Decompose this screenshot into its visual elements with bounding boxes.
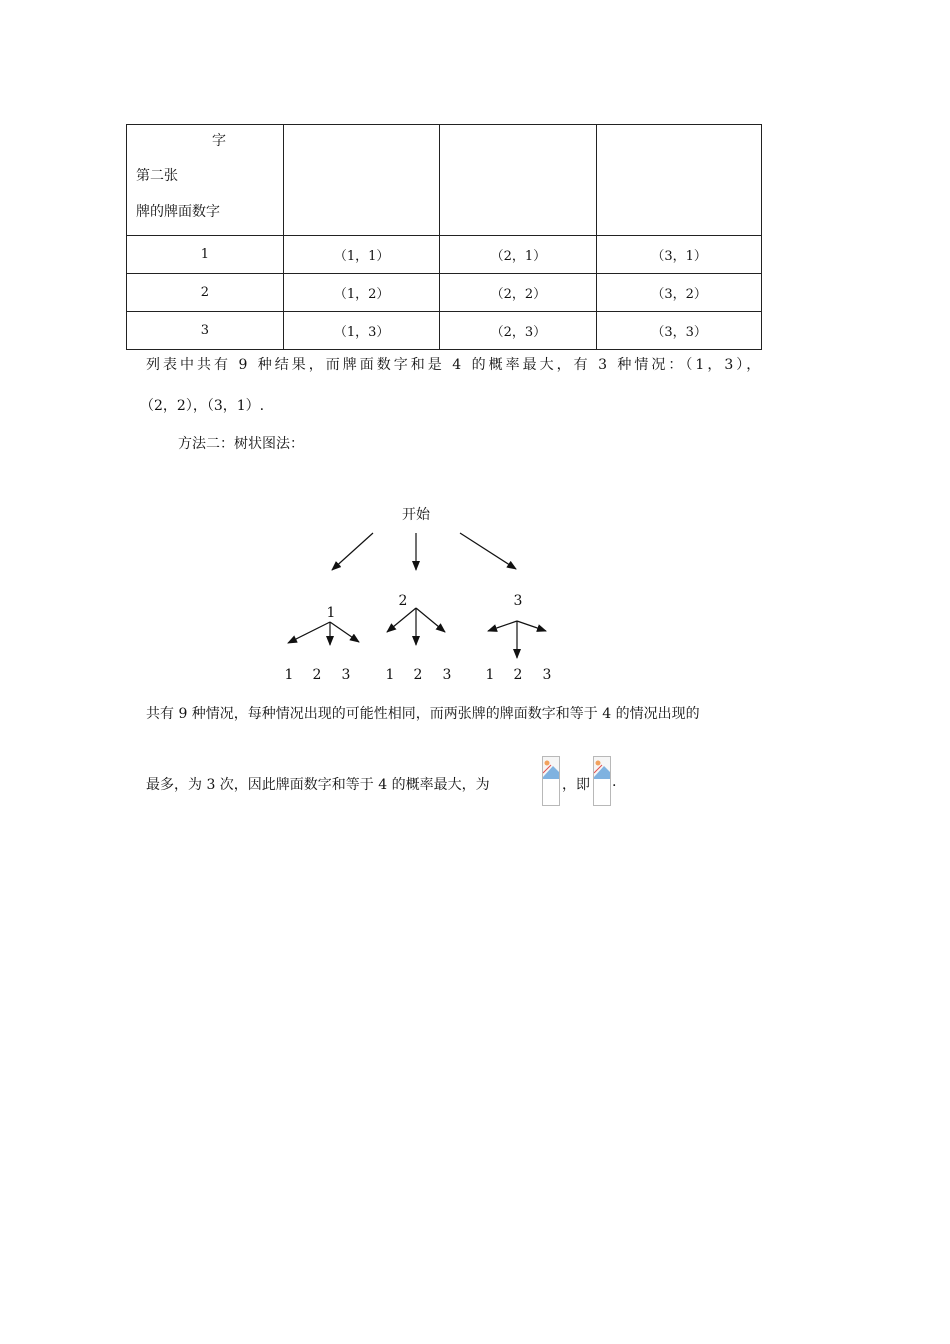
table-corner-header bbox=[127, 125, 284, 236]
row-label: 2 bbox=[127, 274, 284, 312]
picture-icon bbox=[543, 757, 560, 779]
tree-level1-label: 2 bbox=[398, 593, 408, 609]
tree-branch bbox=[488, 621, 517, 631]
table-cell: （3，3） bbox=[597, 312, 762, 350]
broken-image-icon bbox=[542, 756, 560, 806]
tree-root-branch bbox=[460, 533, 516, 569]
broken-image-icon bbox=[593, 756, 611, 806]
tree-branch bbox=[288, 622, 330, 643]
table-row bbox=[127, 236, 762, 274]
tree-leaf-label: 3 bbox=[542, 667, 552, 683]
conclusion-line2-part2: ，即 bbox=[562, 777, 590, 793]
tree-leaf-label: 2 bbox=[513, 667, 523, 683]
tree-leaf-label: 1 bbox=[284, 667, 294, 683]
table-cell: （3，1） bbox=[597, 236, 762, 274]
table-cell: （1，2） bbox=[283, 274, 440, 312]
table-cell: （1，3） bbox=[283, 312, 440, 350]
method-two-heading: 方法二：树状图法： bbox=[178, 436, 304, 452]
table-header-row bbox=[127, 125, 762, 236]
table-header-cell bbox=[440, 125, 597, 236]
conclusion-line2-part1: 最多，为 3 次，因此牌面数字和等于 4 的概率最大，为 bbox=[146, 777, 490, 793]
tree-branch bbox=[416, 608, 445, 632]
table-row bbox=[127, 274, 762, 312]
tree-diagram bbox=[270, 495, 570, 690]
row-label: 1 bbox=[127, 236, 284, 274]
tree-leaf-label: 3 bbox=[442, 667, 452, 683]
tree-leaf-label: 3 bbox=[341, 667, 351, 683]
tree-root-label: 开始 bbox=[402, 507, 430, 523]
header-line: 牌的牌面数字 bbox=[136, 204, 220, 220]
header-line: 字 bbox=[212, 133, 226, 149]
result-summary-line1: 列表中共有 9 种结果，而牌面数字和是 4 的概率最大，有 3 种情况：（1，3）， bbox=[146, 357, 764, 373]
table-header-cell bbox=[597, 125, 762, 236]
tree-root-branch bbox=[332, 533, 373, 570]
outcome-table bbox=[126, 124, 762, 350]
tree-leaf-label: 1 bbox=[485, 667, 495, 683]
table-header-cell bbox=[283, 125, 440, 236]
table-cell: （3，2） bbox=[597, 274, 762, 312]
picture-icon bbox=[594, 757, 611, 779]
conclusion-line2-part3: . bbox=[612, 774, 617, 790]
table-cell: （2，1） bbox=[440, 236, 597, 274]
table-cell: （2，2） bbox=[440, 274, 597, 312]
conclusion-line1: 共有 9 种情况，每种情况出现的可能性相同，而两张牌的牌面数字和等于 4 的情况出现的 bbox=[146, 706, 700, 722]
table-cell: （2，3） bbox=[440, 312, 597, 350]
tree-level1-label: 1 bbox=[326, 605, 336, 621]
tree-branch bbox=[387, 608, 416, 632]
table-row bbox=[127, 312, 762, 350]
tree-leaf-label: 2 bbox=[413, 667, 423, 683]
table-cell: （1，1） bbox=[283, 236, 440, 274]
tree-leaf-label: 1 bbox=[385, 667, 395, 683]
tree-leaf-label: 2 bbox=[312, 667, 322, 683]
row-label: 3 bbox=[127, 312, 284, 350]
tree-branch bbox=[517, 621, 546, 631]
header-line: 第二张 bbox=[136, 168, 178, 184]
tree-level1-label: 3 bbox=[513, 593, 523, 609]
tree-branch bbox=[330, 622, 359, 642]
result-summary-line2: （2，2），（3，1）. bbox=[140, 398, 265, 414]
